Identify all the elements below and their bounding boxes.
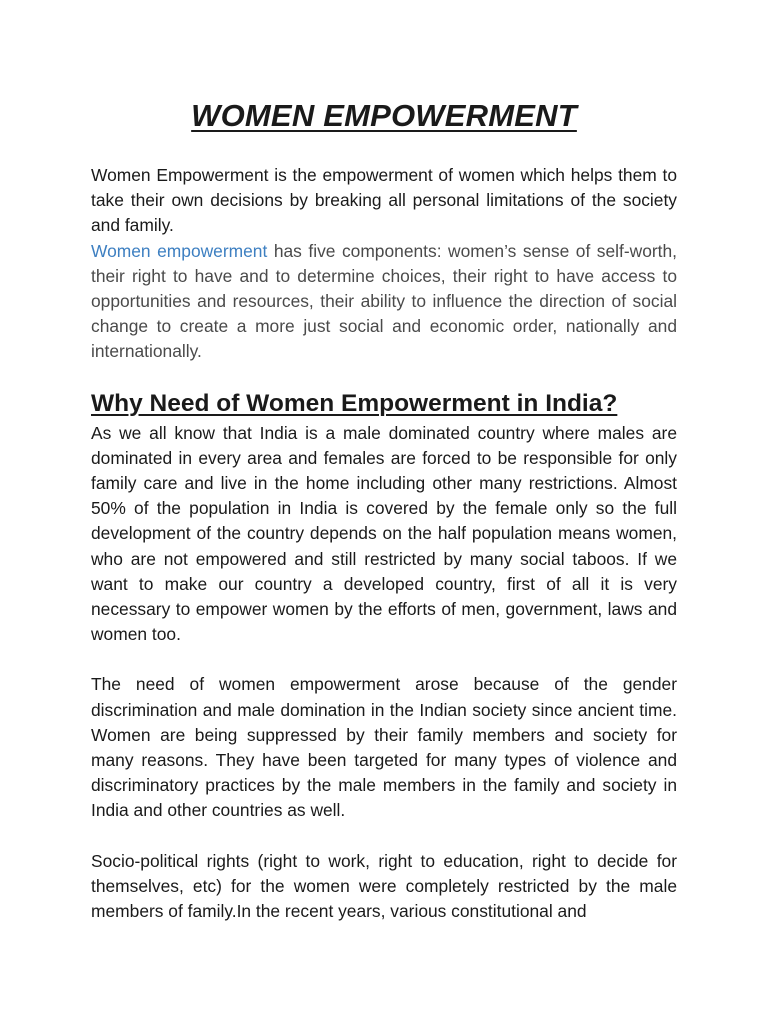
intro-paragraph: Women Empowerment is the empowerment of women which helps them to take their own decisions by breaking all personal limitations of the society and family.	[91, 165, 677, 236]
body-paragraph-3: Socio-political rights (right to work, right to education, right to decide for themselves, etc) for the women were completely restricted by the male members of family.In the recent years, various constitutional and	[91, 850, 677, 922]
body-paragraph-1: As we all know that India is a male dominated country where males are dominated in every area and females are forced to be responsible for only family care and live in the home including other many restrictions. Almost 50% of the population in India is covered by the female only so the full development of the country depends on the half population means women, who are not empowered and still restricted by many social taboos. If we want to make our country a developed country, first of all it is very necessary to empower women by the efforts of men, government, laws and women too.	[91, 422, 677, 645]
body-paragraph-2: The need of women empowerment arose because of the gender discrimination and male domination in the Indian society since ancient time. Women are being suppressed by their family members and society for many reasons. They have been targeted for many types of violence and discriminatory practices by the male members in the family and society in India and other countries as well.	[91, 674, 677, 821]
components-text: has five components: women’s sense of self-worth, their right to have and to determine choices, their right to have access to opportunities and resources, their ability to influence the direction of social change to create a more just social and economic order, nationally and internationally.	[91, 240, 678, 362]
women-empowerment-link[interactable]: Women empowerment	[91, 240, 268, 261]
document-title: WOMEN EMPOWERMENT	[191, 98, 577, 133]
section-heading: Why Need of Women Empowerment in India?	[91, 389, 618, 417]
document-page	[91, 96, 677, 924]
components-paragraph	[91, 239, 677, 365]
